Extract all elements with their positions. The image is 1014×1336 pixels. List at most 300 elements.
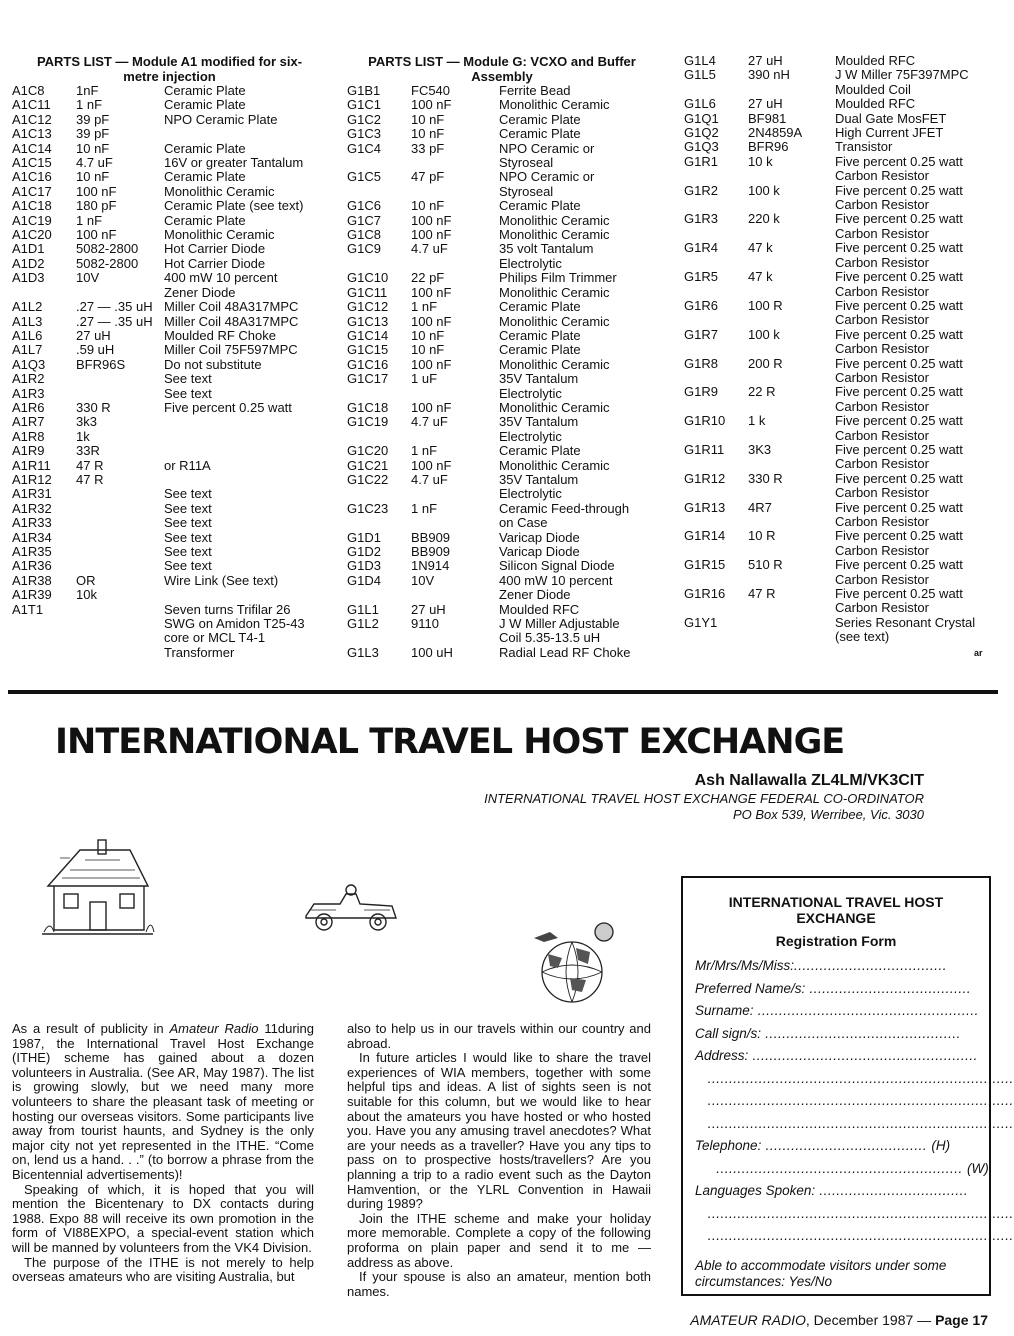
part-designator: G1C19 xyxy=(347,414,389,430)
parts-row xyxy=(12,84,327,98)
part-description: (see text) xyxy=(835,629,890,645)
parts-row xyxy=(347,286,657,300)
parts-row xyxy=(684,126,994,140)
part-value xyxy=(76,631,164,645)
parts-row xyxy=(12,545,327,559)
article-paragraph-2: Speaking of which, it is hoped that you will mention the Bicentenary to DX contacts during 1988. Expo 88 will receive its own promotion in the form of VI88EXPO, a special-event station which will be manned by volunteers from the VK4 Division. xyxy=(12,1181,314,1255)
part-description: Monolithic Ceramic xyxy=(164,227,275,243)
parts-row xyxy=(684,169,994,183)
form-languages-line-3: ........................................................................ xyxy=(695,1228,1014,1243)
part-designator: G1L1 xyxy=(347,601,379,617)
parts-row xyxy=(347,228,657,242)
part-designator: G1C13 xyxy=(347,313,389,329)
part-value xyxy=(748,342,835,356)
form-field-preferred-name: Preferred Name/s: ...................................... xyxy=(695,980,972,996)
parts-row xyxy=(347,617,657,631)
article-body-middle-column xyxy=(347,1022,651,1299)
parts-row xyxy=(684,112,994,126)
part-designator: G1C15 xyxy=(347,342,389,358)
page-footer: AMATEUR RADIO, December 1987 — Page 17 xyxy=(690,1312,988,1328)
part-designator: A1T1 xyxy=(12,601,44,617)
part-value: 4.7 uF xyxy=(76,155,113,171)
parts-list-g-rows xyxy=(347,84,657,660)
parts-row xyxy=(684,97,994,111)
part-value: 39 pF xyxy=(76,111,110,127)
part-value: 22 R xyxy=(748,384,776,400)
part-value: 47 R xyxy=(748,586,776,602)
part-designator: G1R6 xyxy=(684,297,718,313)
parts-row xyxy=(12,257,327,271)
part-description xyxy=(164,415,327,429)
part-designator: G1L5 xyxy=(684,67,716,83)
part-description: Coil 5.35-13.5 uH xyxy=(499,630,601,646)
part-description: Radial Lead RF Choke xyxy=(499,644,631,660)
part-value: 200 R xyxy=(748,355,783,371)
part-value: 330 R xyxy=(76,399,111,415)
part-designator: G1C23 xyxy=(347,500,389,516)
part-designator: A1R2 xyxy=(12,371,45,387)
parts-row xyxy=(12,113,327,127)
parts-row xyxy=(684,299,994,313)
parts-row xyxy=(347,199,657,213)
part-description: 35V Tantalum xyxy=(499,371,579,387)
part-description: Miller Coil 48A317MPC xyxy=(164,313,299,329)
parts-row xyxy=(12,127,327,141)
part-description: or R11A xyxy=(164,457,211,473)
part-description xyxy=(164,127,327,141)
part-value xyxy=(76,617,164,631)
part-value xyxy=(76,603,164,617)
parts-row xyxy=(684,83,994,97)
part-description: Carbon Resistor xyxy=(835,427,929,443)
part-value xyxy=(411,387,499,401)
part-value: 10 nF xyxy=(411,126,445,142)
part-designator: A1R38 xyxy=(12,572,52,588)
part-value xyxy=(748,198,835,212)
part-designator: A1R9 xyxy=(12,443,45,459)
part-designator: G1D1 xyxy=(347,529,381,545)
part-value: 100 nF xyxy=(411,284,452,300)
part-designator: G1R9 xyxy=(684,384,718,400)
part-designator xyxy=(12,631,76,645)
part-value xyxy=(748,630,835,644)
part-description: Moulded RF Choke xyxy=(164,327,276,343)
parts-row xyxy=(347,185,657,199)
parts-row xyxy=(347,559,657,573)
part-value: FC540 xyxy=(411,83,451,98)
part-description: Varicap Diode xyxy=(499,544,580,559)
part-designator: A1R39 xyxy=(12,587,52,603)
part-value: 27 uH xyxy=(76,327,111,343)
part-designator xyxy=(347,156,411,170)
parts-row xyxy=(347,415,657,429)
part-value xyxy=(76,502,164,516)
part-value: 100 R xyxy=(748,297,783,313)
parts-row xyxy=(12,617,327,631)
part-description: Ceramic Plate xyxy=(164,212,246,228)
part-description: Carbon Resistor xyxy=(835,456,929,472)
parts-row xyxy=(684,54,994,68)
part-designator xyxy=(12,286,76,300)
parts-row xyxy=(684,140,994,154)
part-description: Electrolytic xyxy=(499,255,562,271)
parts-row xyxy=(12,300,327,314)
part-value: 1 nF xyxy=(411,500,438,516)
part-value: 100 nF xyxy=(411,457,452,473)
part-designator: A1C17 xyxy=(12,183,52,199)
part-description: Five percent 0.25 watt xyxy=(835,528,963,544)
part-value xyxy=(748,227,835,241)
part-description: Carbon Resistor xyxy=(835,542,929,558)
part-description: Carbon Resistor xyxy=(835,312,929,328)
part-value xyxy=(748,169,835,183)
parts-row xyxy=(12,415,327,429)
part-value: 10 nF xyxy=(76,169,110,185)
parts-row xyxy=(12,329,327,343)
part-description: Styroseal xyxy=(499,183,554,199)
parts-row xyxy=(12,242,327,256)
parts-row xyxy=(684,313,994,327)
part-value: 10 R xyxy=(748,528,776,544)
part-designator: G1C18 xyxy=(347,399,389,415)
part-description: See text xyxy=(164,544,212,559)
part-description: Monolithic Ceramic xyxy=(499,313,610,329)
part-designator: A1R3 xyxy=(12,385,45,401)
part-designator xyxy=(684,601,748,615)
part-description xyxy=(164,430,327,444)
part-description: 400 mW 10 percent xyxy=(499,572,613,588)
part-description: Five percent 0.25 watt xyxy=(835,470,963,486)
article-paragraph-1: As a result of publicity in Amateur Radio 11during 1987, the International Travel Host Exchange (ITHE) scheme has gained about a dozen volunteers in Australia. (See AR, May 1987). The list is growing slowly, but we need many more volunteers to share the pleasant task of meeting or hosting our overseas visitors. Some participants live away from tourist haunts, and Sydney is the only major city not yet represented in the ITHE. “Come on, lend us a hand. . .” (to borrow a phrase from the Bicentennial advertisements)! xyxy=(12,1021,314,1182)
part-value: 1 nF xyxy=(76,97,103,113)
parts-row xyxy=(684,429,994,443)
parts-row xyxy=(12,559,327,573)
parts-row xyxy=(12,387,327,401)
part-designator: G1C6 xyxy=(347,198,381,214)
part-designator: G1R16 xyxy=(684,586,726,602)
part-value xyxy=(748,400,835,414)
article-author: Ash Nallawalla ZL4LM/VK3CIT xyxy=(694,772,924,789)
part-designator: G1C21 xyxy=(347,457,389,473)
part-value xyxy=(748,601,835,615)
part-description: 35V Tantalum xyxy=(499,471,579,487)
part-designator: A1R8 xyxy=(12,428,45,444)
parts-row xyxy=(684,529,994,543)
part-description: Carbon Resistor xyxy=(835,485,929,501)
parts-list-a1-rows xyxy=(12,84,327,660)
part-designator: A1L6 xyxy=(12,327,43,343)
parts-row xyxy=(684,472,994,486)
parts-row xyxy=(347,588,657,602)
part-designator: G1R12 xyxy=(684,470,726,486)
part-designator: A1L7 xyxy=(12,342,43,358)
part-value xyxy=(411,516,499,530)
article-paragraph-7: If your spouse is also an amateur, mention both names. xyxy=(347,1269,651,1299)
part-description: 35V Tantalum xyxy=(499,414,579,430)
part-designator: G1R11 xyxy=(684,441,725,457)
part-designator xyxy=(684,285,748,299)
part-value: BB909 xyxy=(411,544,451,559)
part-description: Do not substitute xyxy=(164,356,262,372)
parts-row xyxy=(684,630,994,644)
parts-row xyxy=(684,515,994,529)
parts-row xyxy=(347,372,657,386)
part-designator: G1C5 xyxy=(347,169,381,185)
part-value xyxy=(76,531,164,545)
parts-row xyxy=(12,473,327,487)
part-description: Series Resonant Crystal xyxy=(835,614,976,630)
part-description: Ceramic Plate xyxy=(164,169,246,185)
article-body-left-column xyxy=(12,1022,314,1285)
part-description: Electrolytic xyxy=(499,385,562,401)
part-designator: A1C15 xyxy=(12,155,52,171)
registration-form-box xyxy=(681,876,1014,1296)
part-value xyxy=(748,83,835,97)
part-designator xyxy=(684,256,748,270)
part-value: BB909 xyxy=(411,529,451,545)
parts-row xyxy=(12,156,327,170)
part-description: Five percent 0.25 watt xyxy=(835,441,963,457)
parts-list-a1-heading: PARTS LIST — Module A1 modified for six- metre injection xyxy=(36,54,303,84)
parts-row xyxy=(347,473,657,487)
parts-row xyxy=(684,227,994,241)
parts-row xyxy=(684,457,994,471)
part-value: 10V xyxy=(411,572,435,588)
part-description: Five percent 0.25 watt xyxy=(835,557,963,573)
globe-travel-illustration xyxy=(530,918,625,1008)
part-designator xyxy=(684,371,748,385)
part-value xyxy=(748,371,835,385)
part-designator: G1L3 xyxy=(347,644,379,660)
parts-row xyxy=(347,127,657,141)
part-designator: G1C14 xyxy=(347,327,389,343)
parts-row xyxy=(347,271,657,285)
form-field-languages: Languages Spoken: ................................... xyxy=(695,1183,969,1198)
parts-row xyxy=(12,185,327,199)
part-value xyxy=(76,372,164,386)
part-designator xyxy=(684,457,748,471)
part-designator: G1R15 xyxy=(684,557,726,573)
part-description xyxy=(164,588,327,602)
part-designator: A1C18 xyxy=(12,198,52,214)
part-value: 47 R xyxy=(76,471,104,487)
part-value: 47 pF xyxy=(411,169,445,185)
part-description: Monolithic Ceramic xyxy=(499,284,610,300)
parts-row xyxy=(347,459,657,473)
part-value: 33 pF xyxy=(411,140,445,156)
part-value: 4.7 uF xyxy=(411,414,448,430)
form-subtitle: Registration Form xyxy=(775,933,897,949)
parts-list-module-g-continued xyxy=(684,54,994,645)
part-value: 220 k xyxy=(748,211,780,227)
parts-row xyxy=(347,430,657,444)
part-value xyxy=(76,559,164,573)
form-accommodation-note: Able to accommodate visitors under some circumstances: Yes/No xyxy=(695,1257,947,1289)
part-description: Five percent 0.25 watt xyxy=(835,153,963,169)
parts-row xyxy=(347,444,657,458)
form-languages-line-2: ........................................................................ xyxy=(695,1205,1014,1221)
part-value: 10 k xyxy=(748,153,773,169)
part-designator: A1D1 xyxy=(12,241,45,257)
part-value xyxy=(411,487,499,501)
part-value: 3k3 xyxy=(76,414,97,430)
part-description: Monolithic Ceramic xyxy=(499,399,610,415)
part-value: 47 k xyxy=(748,240,773,256)
part-designator: A1R11 xyxy=(12,457,51,473)
parts-row xyxy=(684,616,994,630)
parts-row xyxy=(684,385,994,399)
part-designator xyxy=(684,198,748,212)
part-description: Carbon Resistor xyxy=(835,571,929,587)
part-value: 1 nF xyxy=(76,212,103,228)
form-field-surname: Surname: .................................................... xyxy=(695,1003,979,1018)
part-designator xyxy=(684,429,748,443)
part-description: Five percent 0.25 watt xyxy=(835,413,963,429)
part-value: 180 pF xyxy=(76,198,117,214)
part-description: Ferrite Bead xyxy=(499,83,571,98)
part-designator: G1R14 xyxy=(684,528,726,544)
part-value: 5082-2800 xyxy=(76,241,139,257)
part-designator: G1C22 xyxy=(347,471,389,487)
parts-list-g-continued-rows xyxy=(684,54,994,645)
parts-row xyxy=(684,68,994,82)
parts-row xyxy=(12,214,327,228)
parts-row xyxy=(12,516,327,530)
part-description: Five percent 0.25 watt xyxy=(835,211,963,227)
part-value xyxy=(76,286,164,300)
part-description: Five percent 0.25 watt xyxy=(835,384,963,400)
parts-row xyxy=(347,358,657,372)
part-value xyxy=(748,544,835,558)
part-value: 1 nF xyxy=(411,443,438,459)
part-designator: A1C19 xyxy=(12,212,52,228)
part-value: 510 R xyxy=(748,557,783,573)
part-description: See text xyxy=(164,558,212,574)
part-description: Zener Diode xyxy=(499,587,571,603)
part-value xyxy=(411,588,499,602)
part-designator: A1R32 xyxy=(12,500,52,516)
parts-row xyxy=(347,545,657,559)
parts-row xyxy=(347,531,657,545)
part-designator: G1D3 xyxy=(347,558,381,574)
part-value: 10k xyxy=(76,587,97,603)
part-value: 10 nF xyxy=(411,327,445,343)
part-designator: G1C8 xyxy=(347,227,381,243)
parts-row xyxy=(12,401,327,415)
part-designator: A1C12 xyxy=(12,111,52,127)
parts-row xyxy=(684,357,994,371)
part-description: Carbon Resistor xyxy=(835,197,929,213)
part-designator: G1R1 xyxy=(684,153,718,169)
form-field-title: Mr/Mrs/Ms/Miss:.................................... xyxy=(695,958,948,973)
part-value: 39 pF xyxy=(76,126,110,142)
part-designator: A1R34 xyxy=(12,529,52,545)
parts-row xyxy=(347,242,657,256)
part-description: Five percent 0.25 watt xyxy=(835,586,963,602)
parts-row xyxy=(12,603,327,617)
part-designator xyxy=(684,342,748,356)
part-value: BFR96 xyxy=(748,139,789,155)
part-designator: G1R3 xyxy=(684,211,718,227)
part-designator xyxy=(347,631,411,645)
part-designator: G1C1 xyxy=(347,97,381,113)
part-value: .27 — .35 uH xyxy=(76,299,153,315)
part-designator xyxy=(684,486,748,500)
parts-row xyxy=(12,588,327,602)
part-value: 47 R xyxy=(76,457,104,473)
part-value: 100 k xyxy=(748,182,780,198)
part-value xyxy=(748,313,835,327)
parts-row xyxy=(12,98,327,112)
form-field-address: Address: ..................................................... xyxy=(695,1048,978,1063)
part-value xyxy=(748,429,835,443)
part-value xyxy=(76,545,164,559)
part-designator: G1C10 xyxy=(347,270,389,286)
part-value: 100 nF xyxy=(411,399,452,415)
part-designator: G1Y1 xyxy=(684,614,718,630)
parts-row xyxy=(347,401,657,415)
parts-row xyxy=(12,228,327,242)
part-designator: G1L2 xyxy=(347,616,379,632)
part-designator: G1D4 xyxy=(347,572,381,588)
part-description: Five percent 0.25 watt xyxy=(835,269,963,285)
part-value: 5082-2800 xyxy=(76,255,139,271)
part-description: J W Miller Adjustable xyxy=(499,616,620,632)
parts-row xyxy=(684,414,994,428)
part-designator xyxy=(347,387,411,401)
parts-row xyxy=(12,170,327,184)
part-value xyxy=(748,573,835,587)
part-description: Carbon Resistor xyxy=(835,514,929,529)
part-description: Ceramic Plate xyxy=(499,342,581,358)
part-value: 100 uH xyxy=(411,644,453,660)
parts-row xyxy=(12,459,327,473)
part-value: 100 nF xyxy=(411,313,452,329)
parts-row xyxy=(12,631,327,645)
article-paragraph-5: In future articles I would like to share the travel experiences of WIA members, together with some helpful tips and ideas. A list of sights seen is not suitable for this column, but we would like to hear about the amateurs you have hosted or who hosted you. Have you any amusing travel anecdotes? What are your needs as a traveller? Have you any tips to pass on to prospective hosts/travellers? Are you planning a trip to a radio event such as the Dayton Hamvention, or the YLRL Convention in Hawaii during 1989? xyxy=(347,1050,651,1212)
parts-row xyxy=(347,646,657,660)
part-value: 100 nF xyxy=(411,97,452,113)
part-value: BF981 xyxy=(748,110,787,126)
parts-row xyxy=(347,329,657,343)
part-description: Ceramic Plate xyxy=(499,111,581,127)
house-illustration xyxy=(40,838,155,938)
part-description: Ceramic Plate xyxy=(499,443,581,459)
part-designator: G1R4 xyxy=(684,240,718,256)
part-designator: A1R36 xyxy=(12,558,52,574)
part-description: Carbon Resistor xyxy=(835,398,929,414)
parts-row xyxy=(12,574,327,588)
part-description: Monolithic Ceramic xyxy=(164,183,275,199)
parts-row xyxy=(347,631,657,645)
part-description: High Current JFET xyxy=(835,125,944,141)
article-paragraph-4: also to help us in our travels within our country and abroad. xyxy=(347,1021,651,1051)
form-address-line-2: ........................................................................ xyxy=(695,1070,1014,1086)
part-designator: G1R7 xyxy=(684,326,718,342)
part-description xyxy=(164,444,327,458)
parts-row xyxy=(684,212,994,226)
part-description: Monolithic Ceramic xyxy=(499,97,610,113)
part-description: NPO Ceramic Plate xyxy=(164,111,278,127)
part-value: 47 k xyxy=(748,269,773,285)
part-description: Ceramic Plate xyxy=(499,327,581,343)
parts-row xyxy=(684,544,994,558)
part-description: Carbon Resistor xyxy=(835,254,929,270)
parts-row xyxy=(12,646,327,660)
part-designator: G1C2 xyxy=(347,111,381,127)
parts-row xyxy=(684,241,994,255)
part-designator: G1C4 xyxy=(347,140,381,156)
